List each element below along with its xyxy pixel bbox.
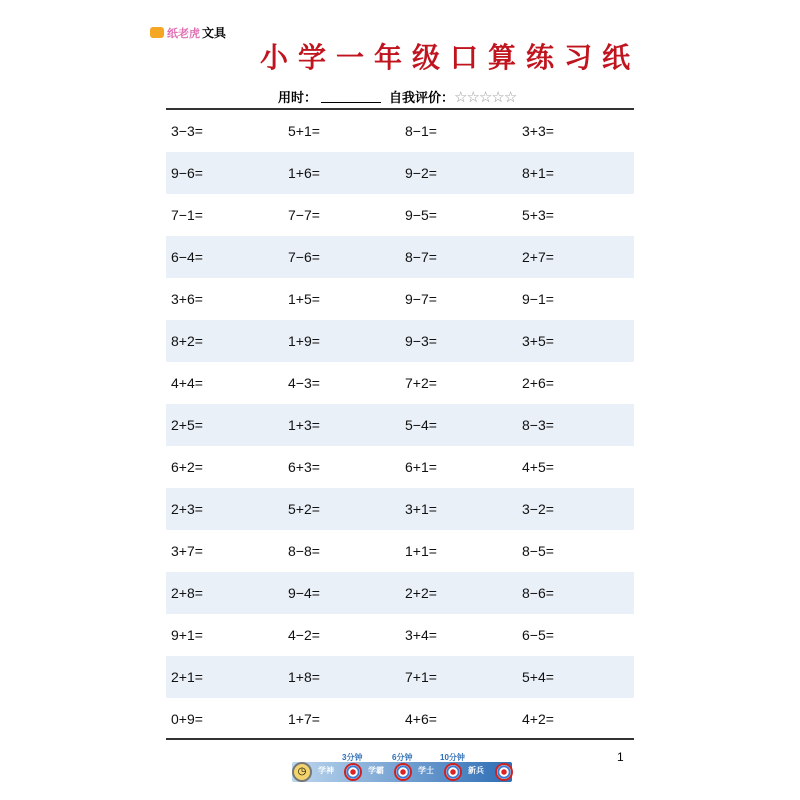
problem-cell: 9−7= bbox=[405, 291, 437, 307]
problem-cell: 8−3= bbox=[522, 417, 554, 433]
problem-cell: 1+1= bbox=[405, 543, 437, 559]
problem-cell: 9−2= bbox=[405, 165, 437, 181]
problem-cell: 3+3= bbox=[522, 123, 554, 139]
problem-cell: 9−1= bbox=[522, 291, 554, 307]
problem-cell: 1+5= bbox=[288, 291, 320, 307]
problem-cell: 8−1= bbox=[405, 123, 437, 139]
problem-cell: 0+9= bbox=[171, 711, 203, 727]
table-row bbox=[166, 614, 634, 656]
time-blank bbox=[321, 90, 381, 103]
problem-cell: 4+2= bbox=[522, 711, 554, 727]
table-row bbox=[166, 530, 634, 572]
target-icon bbox=[495, 763, 513, 781]
problem-cell: 4−2= bbox=[288, 627, 320, 643]
problem-cell: 8+1= bbox=[522, 165, 554, 181]
table-row bbox=[166, 362, 634, 404]
problem-cell: 8−8= bbox=[288, 543, 320, 559]
problem-cell: 1+3= bbox=[288, 417, 320, 433]
problem-cell: 9−3= bbox=[405, 333, 437, 349]
problem-cell: 7−1= bbox=[171, 207, 203, 223]
rating-stars: ☆☆☆☆☆ bbox=[454, 88, 517, 106]
time-label: 用时： bbox=[278, 90, 318, 105]
problem-cell: 2+2= bbox=[405, 585, 437, 601]
problem-cell: 7−7= bbox=[288, 207, 320, 223]
problem-cell: 1+7= bbox=[288, 711, 320, 727]
level-label: 学神 bbox=[318, 766, 334, 775]
bottom-rule bbox=[166, 738, 634, 740]
table-row bbox=[166, 194, 634, 236]
table-row bbox=[166, 698, 634, 740]
problem-cell: 5−4= bbox=[405, 417, 437, 433]
problem-cell: 9−5= bbox=[405, 207, 437, 223]
problem-cell: 2+6= bbox=[522, 375, 554, 391]
problem-cell: 6+3= bbox=[288, 459, 320, 475]
table-row bbox=[166, 446, 634, 488]
problem-cell: 6−5= bbox=[522, 627, 554, 643]
problem-cell: 9+1= bbox=[171, 627, 203, 643]
table-row bbox=[166, 320, 634, 362]
table-row bbox=[166, 278, 634, 320]
problem-cell: 4+5= bbox=[522, 459, 554, 475]
problem-cell: 7+1= bbox=[405, 669, 437, 685]
page-title: 小学一年级口算练习纸 bbox=[259, 41, 640, 74]
problem-cell: 6+2= bbox=[171, 459, 203, 475]
problem-cell: 5+1= bbox=[288, 123, 320, 139]
problem-cell: 9−4= bbox=[288, 585, 320, 601]
problem-cell: 1+9= bbox=[288, 333, 320, 349]
alarm-clock-icon: ◷ bbox=[292, 762, 312, 782]
table-row bbox=[166, 488, 634, 530]
time-marker: 3分钟 bbox=[342, 753, 363, 762]
problem-cell: 2+1= bbox=[171, 669, 203, 685]
time-marker: 10分钟 bbox=[440, 753, 465, 762]
level-label: 学霸 bbox=[368, 766, 384, 775]
table-row bbox=[166, 572, 634, 614]
problem-cell: 1+6= bbox=[288, 165, 320, 181]
problem-cell: 3+5= bbox=[522, 333, 554, 349]
target-icon bbox=[444, 763, 462, 781]
problem-cell: 4−3= bbox=[288, 375, 320, 391]
table-row bbox=[166, 110, 634, 152]
logo-suffix: 文具 bbox=[202, 26, 227, 40]
problem-cell: 2+5= bbox=[171, 417, 203, 433]
table-row bbox=[166, 656, 634, 698]
problem-cell: 2+7= bbox=[522, 249, 554, 265]
target-icon bbox=[394, 763, 412, 781]
time-marker: 6分钟 bbox=[392, 753, 413, 762]
table-row bbox=[166, 152, 634, 194]
problem-cell: 8−6= bbox=[522, 585, 554, 601]
problem-cell: 5+4= bbox=[522, 669, 554, 685]
problem-cell: 3+4= bbox=[405, 627, 437, 643]
problem-cell: 3+6= bbox=[171, 291, 203, 307]
problem-cell: 2+8= bbox=[171, 585, 203, 601]
problem-cell: 9−6= bbox=[171, 165, 203, 181]
problem-cell: 8+2= bbox=[171, 333, 203, 349]
problem-cell: 2+3= bbox=[171, 501, 203, 517]
table-row bbox=[166, 236, 634, 278]
problem-cell: 6+1= bbox=[405, 459, 437, 475]
problem-cell: 1+8= bbox=[288, 669, 320, 685]
problem-table bbox=[166, 110, 634, 740]
problem-cell: 7+2= bbox=[405, 375, 437, 391]
problem-cell: 7−6= bbox=[288, 249, 320, 265]
problem-cell: 8−5= bbox=[522, 543, 554, 559]
subheader bbox=[278, 87, 516, 106]
problem-cell: 8−7= bbox=[405, 249, 437, 265]
problem-cell: 6−4= bbox=[171, 249, 203, 265]
level-label: 新兵 bbox=[468, 766, 484, 775]
eval-label: 自我评价： bbox=[389, 90, 455, 105]
problem-cell: 3+1= bbox=[405, 501, 437, 517]
table-row bbox=[166, 404, 634, 446]
problem-cell: 3−3= bbox=[171, 123, 203, 139]
page-number: 1 bbox=[617, 750, 624, 764]
problem-cell: 5+3= bbox=[522, 207, 554, 223]
level-label: 学士 bbox=[418, 766, 434, 775]
problem-cell: 4+6= bbox=[405, 711, 437, 727]
problem-cell: 4+4= bbox=[171, 375, 203, 391]
target-icon bbox=[344, 763, 362, 781]
problem-cell: 3−2= bbox=[522, 501, 554, 517]
problem-cell: 5+2= bbox=[288, 501, 320, 517]
logo-brand: 纸老虎 bbox=[167, 27, 200, 40]
problem-cell: 3+7= bbox=[171, 543, 203, 559]
